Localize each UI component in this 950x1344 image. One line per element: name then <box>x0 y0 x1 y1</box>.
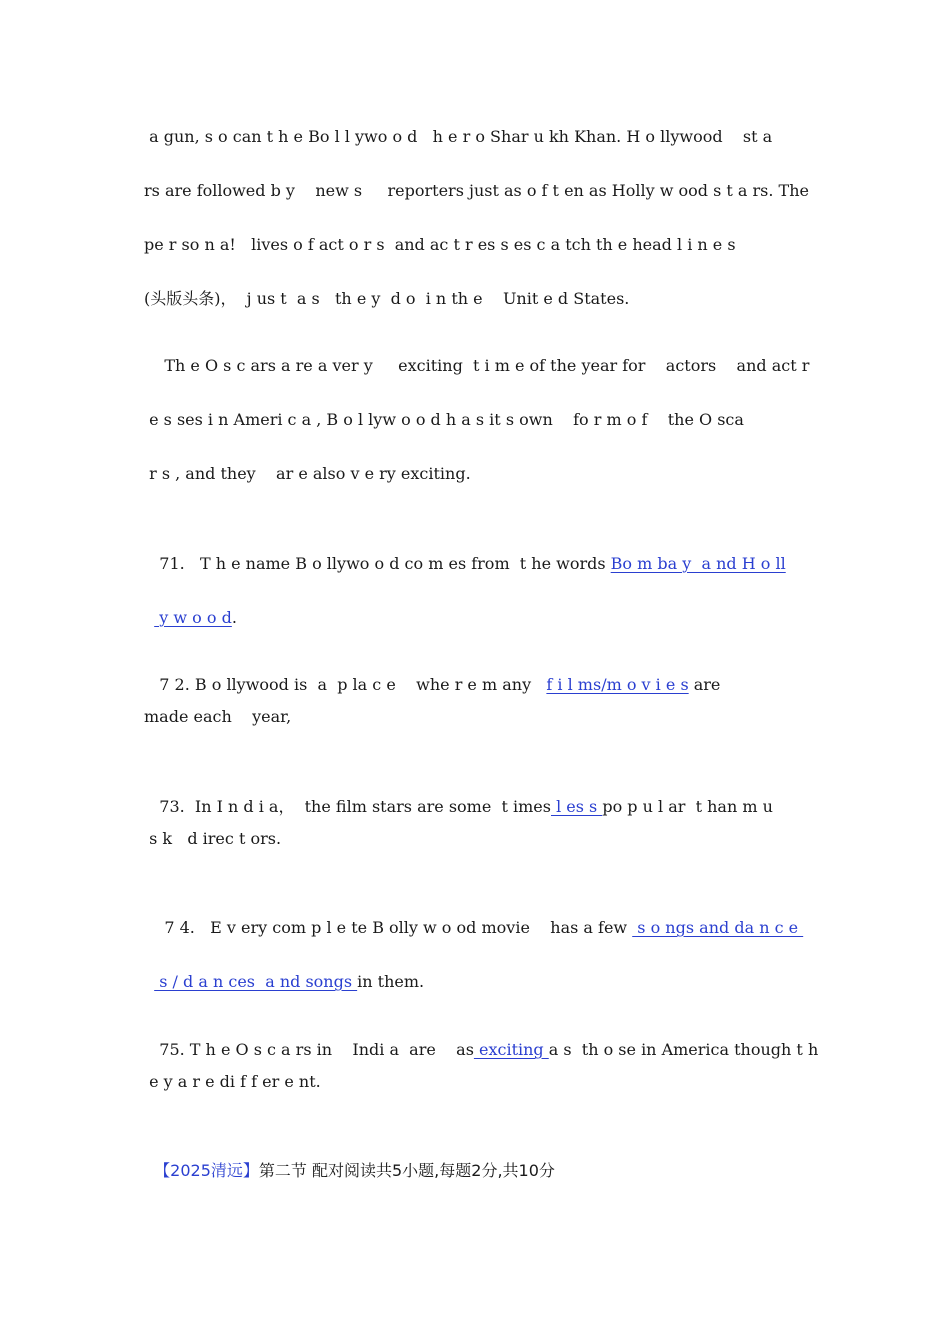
question-text: are <box>688 675 721 694</box>
answer-text: exciting <box>473 1040 549 1059</box>
answer-text: s / d a n ces a nd songs <box>154 972 358 991</box>
question-74 <box>144 895 803 939</box>
passage-line: a gun, s o can t h e Bo l l ywo o d h e r o Shar u kh Khan. H o llywood st a <box>144 127 773 146</box>
question-text: 73. In I n d i a， the film stars are some t imes <box>154 797 551 816</box>
section-heading <box>144 1138 555 1182</box>
answer-text: s o ngs and da n c e <box>632 918 804 937</box>
question-text: 7 2. B o llywood is a p la c e whe r e m any <box>154 675 547 694</box>
question-text: . <box>231 608 237 627</box>
question-71-continued <box>144 585 237 629</box>
question-73 <box>144 774 773 818</box>
question-text: po p u l ar t han m u <box>602 797 773 816</box>
passage-line: e s ses i n Ameri c a , B o l lyw o o d h a s it s own fo r m o f the O sca <box>144 410 744 429</box>
answer-text: Bo m ba y a nd H o ll <box>610 554 786 573</box>
passage-line: r s , and they ar e also v e ry exciting. <box>144 464 471 483</box>
question-text: 7 4. E v ery com p l e te B olly w o od movie has a few <box>154 918 633 937</box>
question-75 <box>144 1017 818 1061</box>
question-72-continued: made each year, <box>144 707 292 726</box>
question-text: 75. T h e O s c a rs in Indi a are as <box>154 1040 474 1059</box>
passage-line: (头版头条)， j us t a s th e y d o i n th e Unit e d States. <box>144 289 630 308</box>
answer-text: l es s <box>550 797 603 816</box>
section-title: 第二节 配对阅读共5小题,每题2分,共10分 <box>258 1161 555 1180</box>
question-74-continued <box>144 949 424 993</box>
passage-line: Th e O s c ars a re a ver y exciting t i m e of the year for actors and act r <box>144 356 810 375</box>
passage-line: rs are followed b y new s reporters just as o f t en as Holly w ood s t a rs. The <box>144 181 809 200</box>
answer-text: f i l ms/m o v i e s <box>546 675 689 694</box>
answer-text: y w o o d <box>154 608 232 627</box>
section-source-tag: 【2025清远】 <box>154 1161 259 1180</box>
question-text: a s th o se in America though t h <box>548 1040 819 1059</box>
question-73-continued: s k d irec t ors. <box>144 829 282 848</box>
question-71 <box>144 531 786 575</box>
question-text: 71. T h e name B o llywo o d co m es from t he words <box>154 554 611 573</box>
passage-line: pe r so n a! lives o f act o r s and ac t r es s es c a tch th e head l i n e s <box>144 235 736 254</box>
question-75-continued: e y a r e di f f er e nt. <box>144 1072 321 1091</box>
question-72 <box>144 652 720 696</box>
question-text: in them. <box>357 972 425 991</box>
